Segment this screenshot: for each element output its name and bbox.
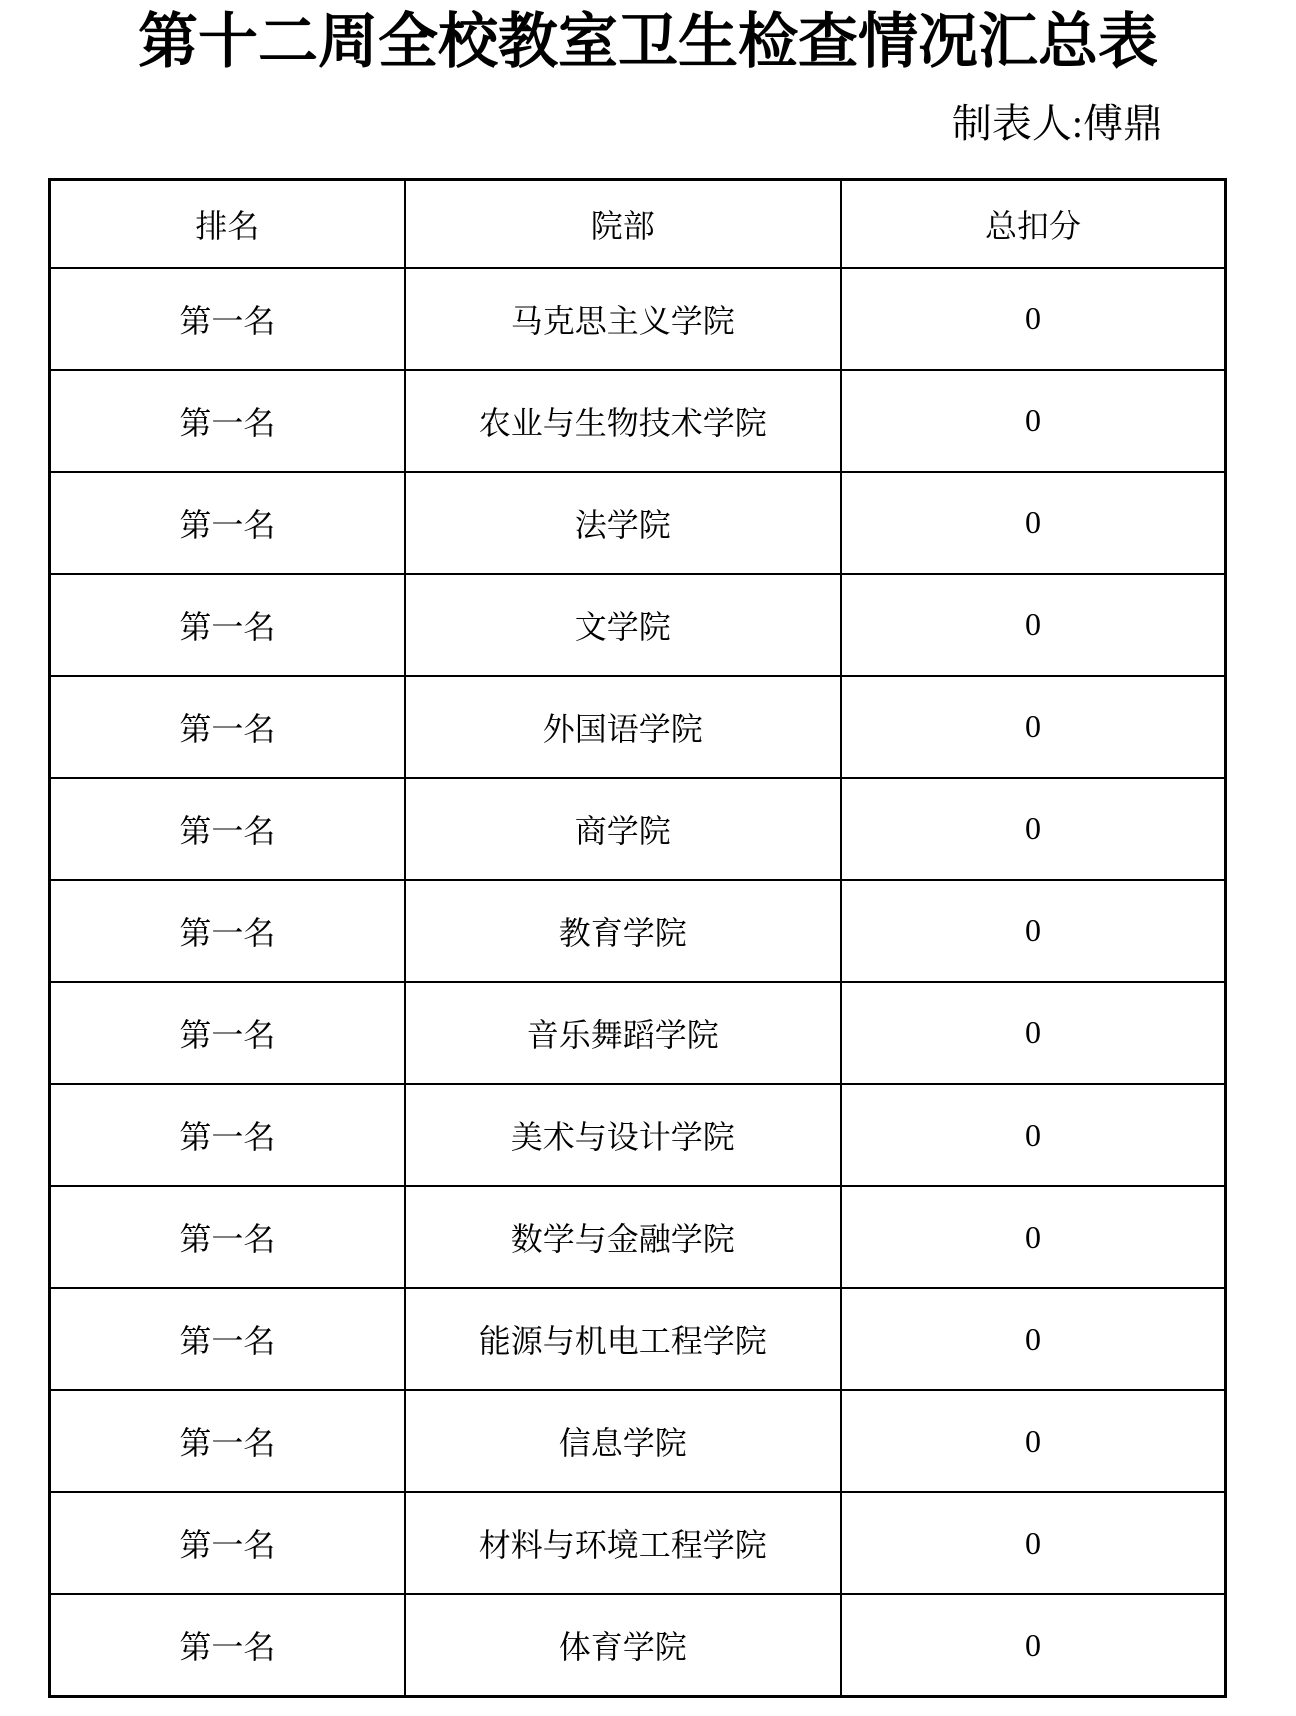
department-cell: 法学院 xyxy=(405,472,841,574)
table-header-row xyxy=(50,180,1226,268)
table-row xyxy=(50,1390,1226,1492)
rank-cell: 第一名 xyxy=(50,1594,405,1696)
department-cell: 教育学院 xyxy=(405,880,841,982)
table-row xyxy=(50,880,1226,982)
department-cell: 农业与生物技术学院 xyxy=(405,370,841,472)
table-row xyxy=(50,778,1226,880)
rank-cell: 第一名 xyxy=(50,1186,405,1288)
rank-cell: 第一名 xyxy=(50,472,405,574)
department-cell: 美术与设计学院 xyxy=(405,1084,841,1186)
department-cell: 外国语学院 xyxy=(405,676,841,778)
table-row xyxy=(50,1084,1226,1186)
deduction-cell: 0 xyxy=(841,1288,1226,1390)
header-rank: 排名 xyxy=(50,180,405,268)
table-row xyxy=(50,982,1226,1084)
rank-cell: 第一名 xyxy=(50,370,405,472)
rank-cell: 第一名 xyxy=(50,574,405,676)
department-cell: 信息学院 xyxy=(405,1390,841,1492)
table-row xyxy=(50,1186,1226,1288)
deduction-cell: 0 xyxy=(841,1594,1226,1696)
rank-cell: 第一名 xyxy=(50,1390,405,1492)
table-row xyxy=(50,1594,1226,1696)
deduction-cell: 0 xyxy=(841,574,1226,676)
summary-table xyxy=(48,178,1227,1698)
rank-cell: 第一名 xyxy=(50,778,405,880)
deduction-cell: 0 xyxy=(841,472,1226,574)
table-row xyxy=(50,1288,1226,1390)
table-row xyxy=(50,268,1226,370)
deduction-cell: 0 xyxy=(841,1390,1226,1492)
department-cell: 能源与机电工程学院 xyxy=(405,1288,841,1390)
rank-cell: 第一名 xyxy=(50,982,405,1084)
department-cell: 马克思主义学院 xyxy=(405,268,841,370)
department-cell: 体育学院 xyxy=(405,1594,841,1696)
deduction-cell: 0 xyxy=(841,1186,1226,1288)
table-row xyxy=(50,574,1226,676)
deduction-cell: 0 xyxy=(841,676,1226,778)
page-title: 第十二周全校教室卫生检查情况汇总表 xyxy=(138,9,1158,75)
department-cell: 文学院 xyxy=(405,574,841,676)
header-total-deduction: 总扣分 xyxy=(841,180,1226,268)
deduction-cell: 0 xyxy=(841,370,1226,472)
table-row xyxy=(50,472,1226,574)
author-line: 制表人:傅鼎 xyxy=(951,101,1163,146)
department-cell: 数学与金融学院 xyxy=(405,1186,841,1288)
rank-cell: 第一名 xyxy=(50,1084,405,1186)
rank-cell: 第一名 xyxy=(50,676,405,778)
rank-cell: 第一名 xyxy=(50,268,405,370)
deduction-cell: 0 xyxy=(841,1084,1226,1186)
deduction-cell: 0 xyxy=(841,880,1226,982)
rank-cell: 第一名 xyxy=(50,880,405,982)
deduction-cell: 0 xyxy=(841,778,1226,880)
department-cell: 音乐舞蹈学院 xyxy=(405,982,841,1084)
table-row xyxy=(50,676,1226,778)
department-cell: 材料与环境工程学院 xyxy=(405,1492,841,1594)
rank-cell: 第一名 xyxy=(50,1288,405,1390)
table-row xyxy=(50,1492,1226,1594)
department-cell: 商学院 xyxy=(405,778,841,880)
deduction-cell: 0 xyxy=(841,1492,1226,1594)
table-row xyxy=(50,370,1226,472)
deduction-cell: 0 xyxy=(841,982,1226,1084)
deduction-cell: 0 xyxy=(841,268,1226,370)
header-department: 院部 xyxy=(405,180,841,268)
rank-cell: 第一名 xyxy=(50,1492,405,1594)
